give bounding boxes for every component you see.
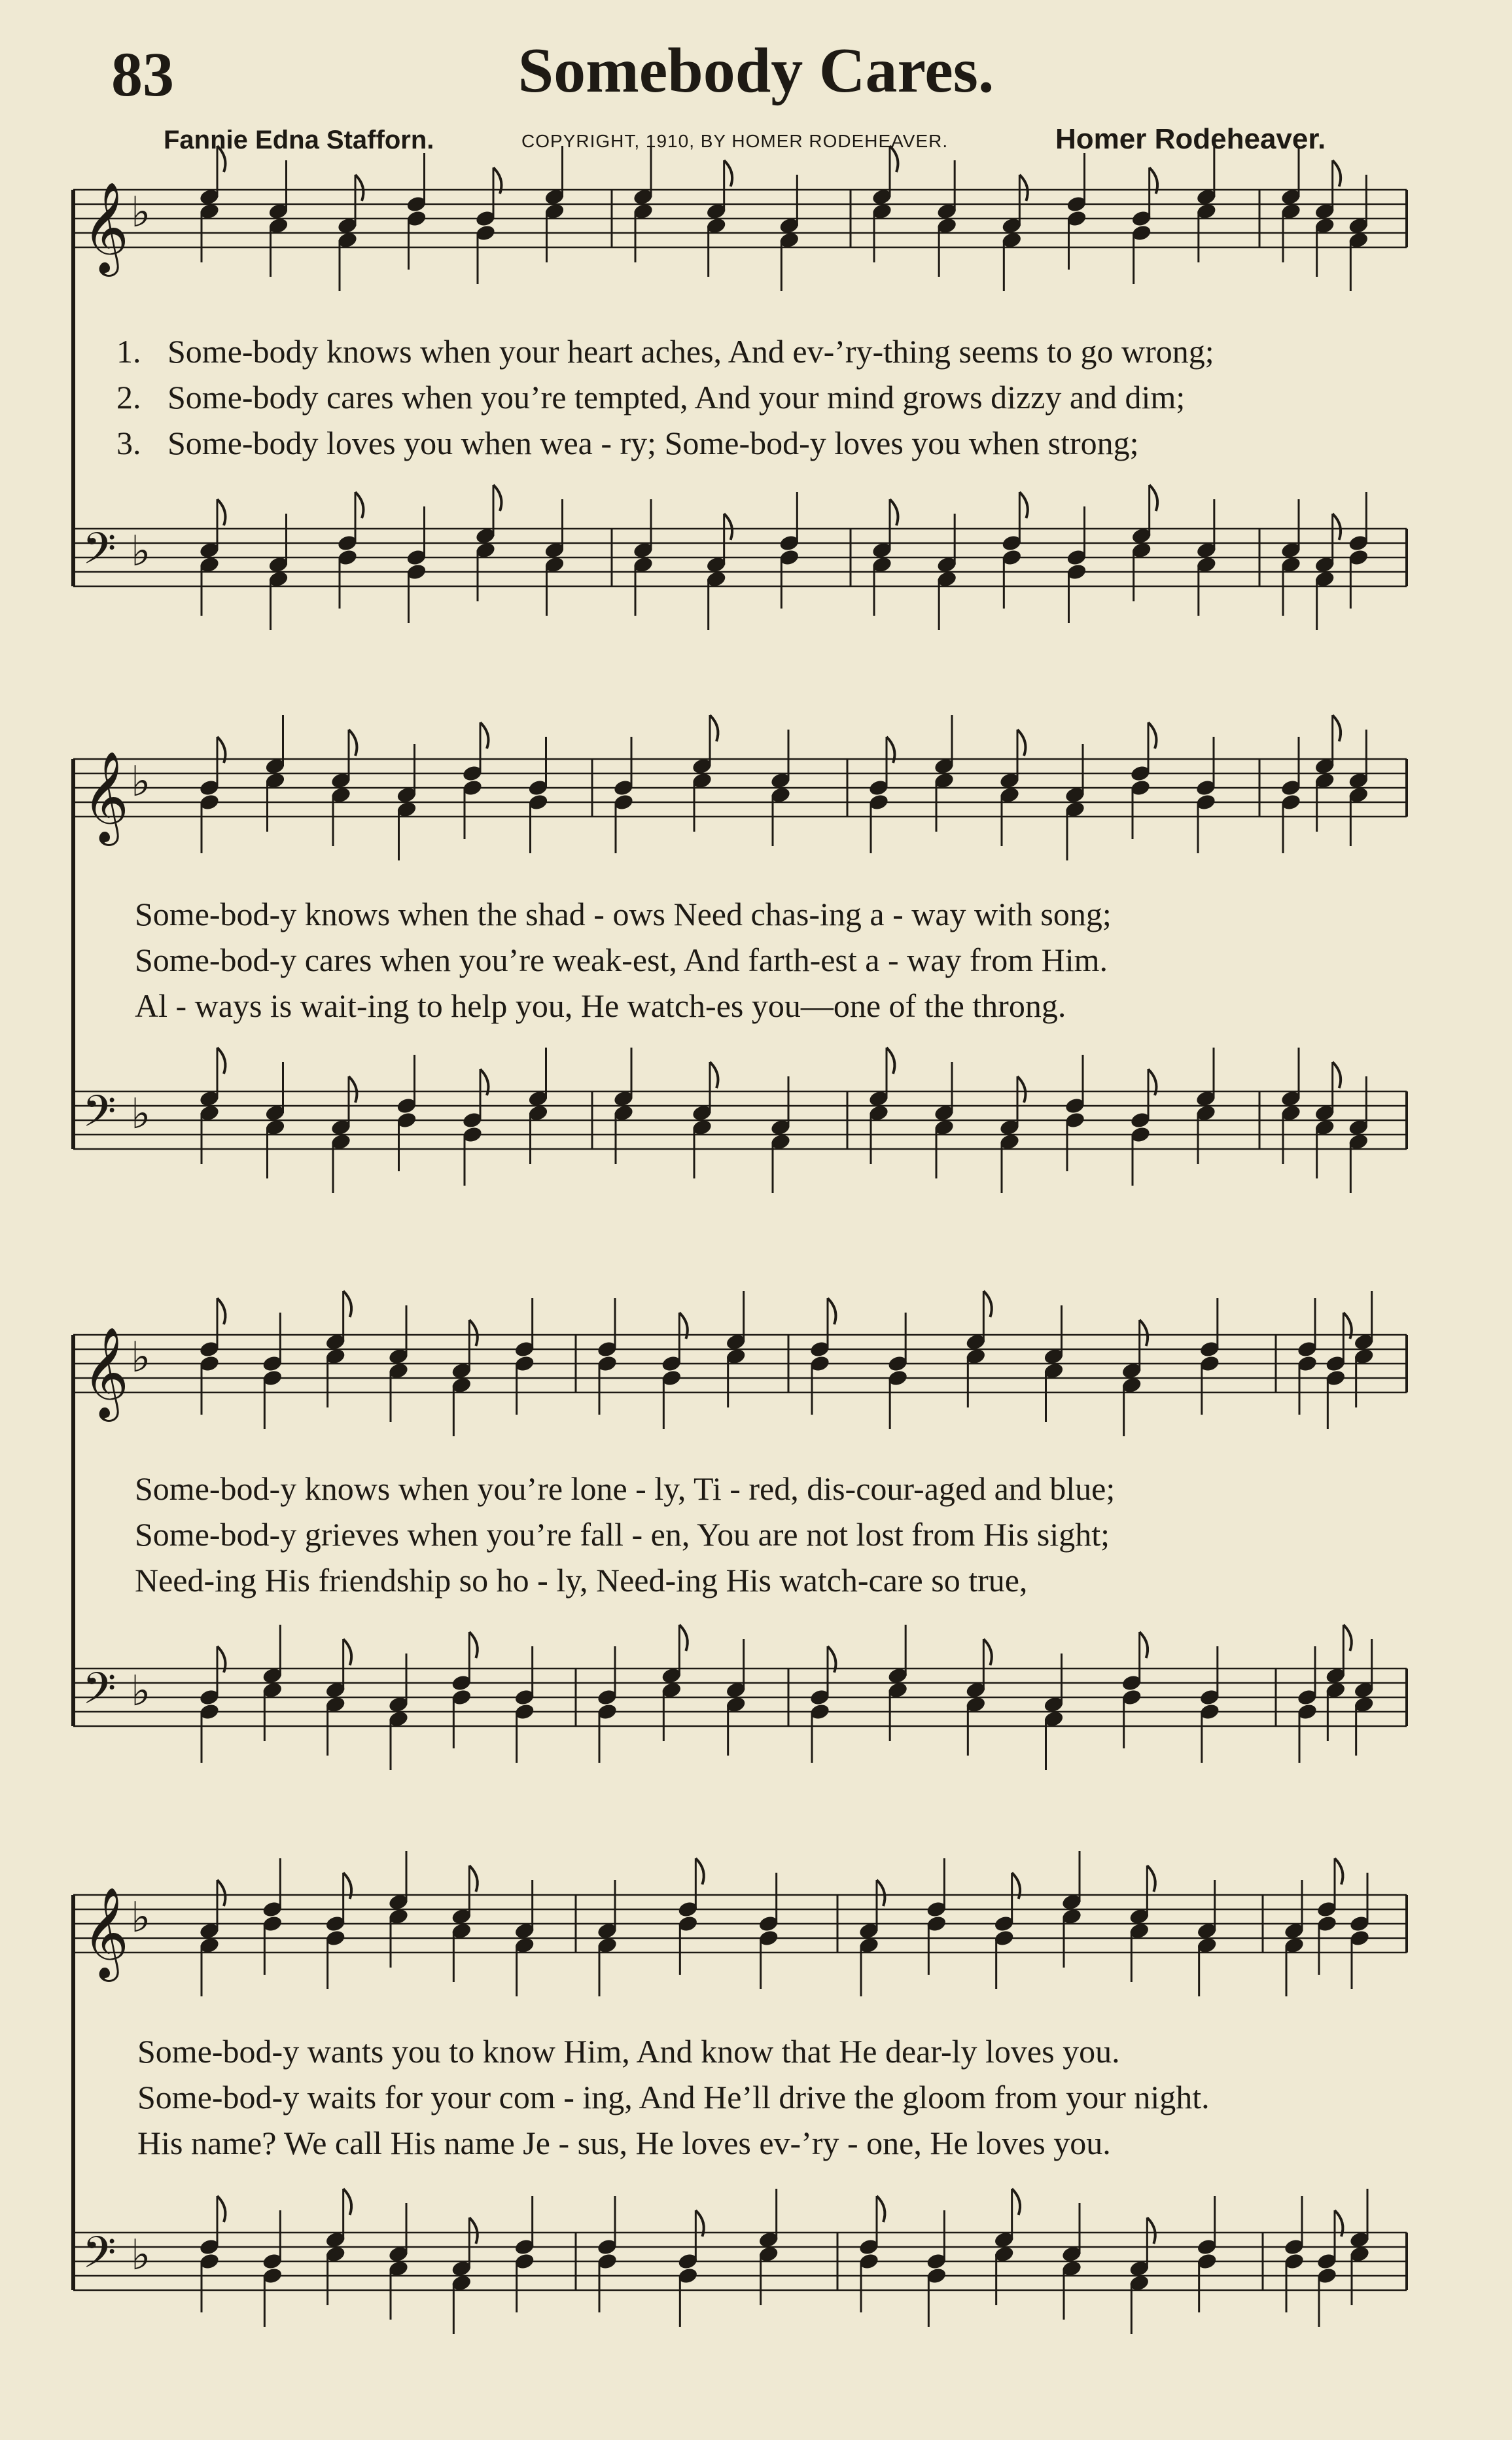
lyric-line: 1. Some-body knows when your heart aches, And ev-’ry-thing seems to go wrong;	[116, 333, 1214, 370]
note-flag	[469, 1320, 477, 1346]
lyric-line: Some-bod-y knows when you’re lone - ly, Ti - red, dis-cour-aged and blue;	[135, 1470, 1116, 1507]
page-number: 83	[111, 39, 174, 109]
lyric-line: Some-bod-y wants you to know Him, And know that He dear-ly loves you.	[137, 2033, 1120, 2070]
note-flag	[217, 1298, 225, 1324]
note-flag	[1147, 2218, 1155, 2244]
note-flag	[1333, 160, 1341, 186]
lyric-line: His name? We call His name Je - sus, He loves ev-’ry - one, He loves you.	[137, 2125, 1111, 2161]
flat-sign-icon: ♭	[131, 528, 151, 575]
note-flag	[1335, 1858, 1343, 1884]
note-flag	[217, 499, 225, 525]
note-flag	[983, 1291, 991, 1317]
note-flag	[1017, 1076, 1025, 1103]
note-flag	[890, 499, 898, 525]
note-flag	[1019, 175, 1027, 201]
treble-clef-icon: 𝄞	[82, 753, 129, 840]
note-flag	[877, 2196, 885, 2222]
flat-sign-icon: ♭	[131, 758, 151, 805]
bass-clef-icon: 𝄢	[82, 1089, 116, 1146]
lyric-line: Al - ways is wait-ing to help you, He watch-es you—one of the throng.	[135, 987, 1066, 1024]
flat-sign-icon: ♭	[131, 1668, 151, 1714]
note-flag	[887, 1048, 894, 1074]
flat-sign-icon: ♭	[131, 189, 151, 236]
copyright-notice: COPYRIGHT, 1910, BY HOMER RODEHEAVER.	[521, 131, 949, 151]
lyric-line: Some-bod-y cares when you’re weak-est, And farth-est a - way from Him.	[135, 942, 1108, 978]
note-flag	[890, 146, 898, 172]
flat-sign-icon: ♭	[131, 1334, 151, 1381]
note-flag	[1140, 1632, 1148, 1658]
note-flag	[217, 2196, 225, 2222]
note-flag	[1150, 485, 1157, 511]
lyric-line: Need-ing His friendship so ho - ly, Need-ing His watch-care so true,	[135, 1562, 1028, 1599]
note-flag	[343, 1291, 351, 1317]
note-flag	[1012, 2189, 1020, 2215]
note-flag	[469, 1632, 477, 1658]
note-flag	[343, 1639, 351, 1665]
note-flag	[355, 492, 363, 518]
note-flag	[1017, 730, 1025, 756]
note-flag	[828, 1298, 835, 1324]
note-flag	[217, 1880, 225, 1906]
bass-clef-icon: 𝄢	[82, 526, 116, 584]
note-flag	[493, 485, 501, 511]
lyric-line: 2. Some-body cares when you’re tempted, And your mind grows dizzy and dim;	[116, 379, 1186, 416]
note-flag	[710, 1062, 718, 1088]
note-flag	[480, 722, 488, 749]
flat-sign-icon: ♭	[131, 1091, 151, 1137]
treble-clef-icon: 𝄞	[82, 1329, 129, 1416]
note-flag	[1019, 492, 1027, 518]
note-flag	[877, 1880, 885, 1906]
note-flag	[1148, 722, 1156, 749]
note-flag	[1333, 715, 1341, 741]
treble-clef-icon: 𝄞	[82, 184, 129, 271]
bass-clef-icon: 𝄢	[82, 1666, 116, 1724]
note-flag	[679, 1625, 687, 1651]
note-flag	[349, 730, 357, 756]
flat-sign-icon: ♭	[131, 2232, 151, 2278]
note-flag	[1333, 514, 1341, 540]
treble-clef-icon: 𝄞	[82, 1889, 129, 1976]
note-flag	[1140, 1320, 1148, 1346]
lyric-line: Some-bod-y knows when the shad - ows Need chas-ing a - way with song;	[135, 896, 1112, 932]
note-flag	[217, 1048, 225, 1074]
note-flag	[343, 2189, 351, 2215]
note-flag	[469, 1865, 477, 1892]
note-flag	[983, 1639, 991, 1665]
lyric-line: Some-bod-y waits for your com - ing, And He’ll drive the gloom from your night.	[137, 2079, 1210, 2115]
note-flag	[710, 715, 718, 741]
lyric-line: Some-bod-y grieves when you’re fall - en, You are not lost from His sight;	[135, 1516, 1110, 1553]
note-flag	[724, 160, 732, 186]
hymn-title: Somebody Cares.	[518, 35, 994, 106]
note-flag	[469, 2218, 477, 2244]
note-flag	[1333, 1062, 1341, 1088]
bass-clef-icon: 𝄢	[82, 2230, 116, 2288]
composer-credit: Homer Rodeheaver.	[1055, 123, 1326, 155]
note-flag	[355, 175, 363, 201]
note-flag	[695, 1858, 703, 1884]
lyricist-credit: Fannie Edna Stafforn.	[164, 126, 434, 154]
note-flag	[1147, 1865, 1155, 1892]
flat-sign-icon: ♭	[131, 1894, 151, 1941]
note-flag	[217, 146, 225, 172]
note-flag	[349, 1076, 357, 1103]
note-flag	[724, 514, 732, 540]
lyric-line: 3. Some-body loves you when wea - ry; Some-bod-y loves you when strong;	[116, 425, 1139, 461]
note-flag	[1343, 1625, 1351, 1651]
